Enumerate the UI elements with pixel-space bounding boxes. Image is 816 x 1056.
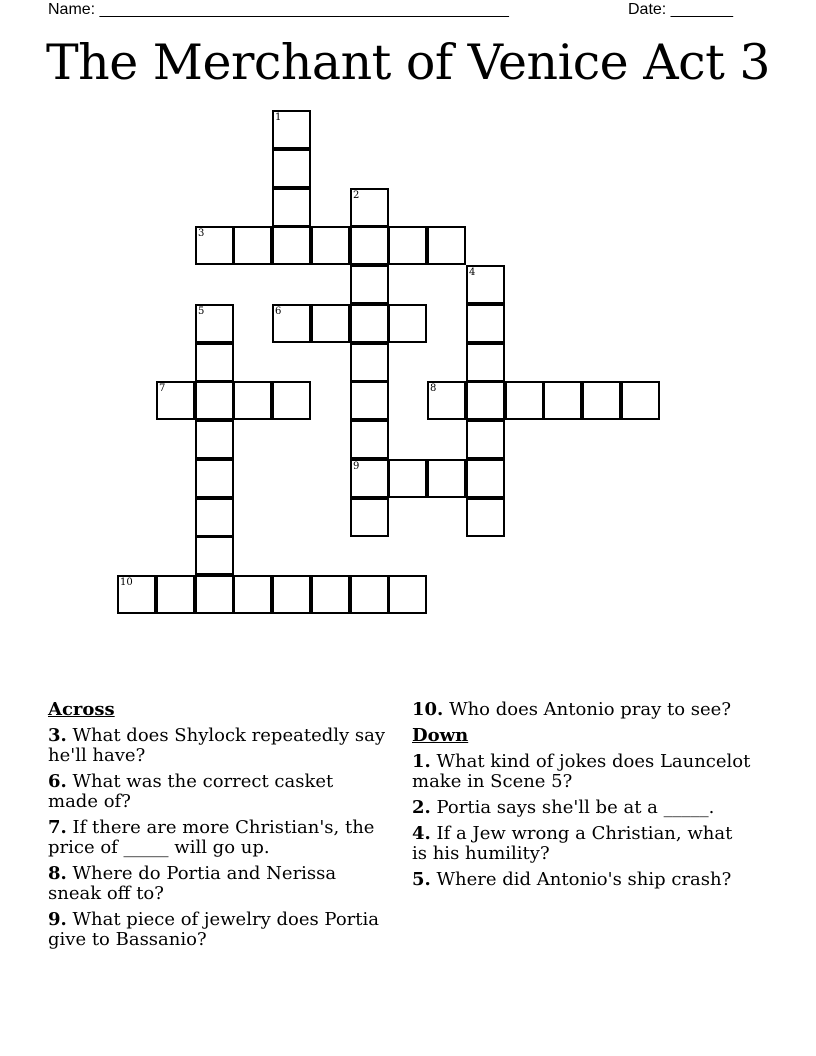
crossword-cell[interactable] <box>195 536 234 575</box>
crossword-cell[interactable] <box>195 459 234 498</box>
cell-number: 10 <box>120 577 133 588</box>
crossword-cell[interactable] <box>466 265 505 304</box>
cell-number: 5 <box>198 306 205 317</box>
crossword-cell[interactable] <box>311 304 350 343</box>
crossword-cell[interactable] <box>350 343 389 382</box>
clue-number: 2. <box>412 797 431 818</box>
cell-number: 8 <box>430 383 437 394</box>
clue-text: What was the correct casket made of? <box>48 771 334 812</box>
crossword-cell[interactable] <box>350 226 389 265</box>
crossword-cell[interactable] <box>272 110 311 149</box>
clue-down-4 <box>412 824 752 864</box>
clue-number: 1. <box>412 751 431 772</box>
crossword-cell[interactable] <box>505 381 544 420</box>
clue-across-7 <box>48 818 388 858</box>
clue-text: If a Jew wrong a Christian, what is his humility? <box>412 823 733 864</box>
cell-number: 9 <box>353 461 360 472</box>
clue-down-2 <box>412 798 752 818</box>
clue-text: Where did Antonio's ship crash? <box>436 869 732 890</box>
down-heading: Down <box>412 725 469 746</box>
crossword-cell[interactable] <box>195 498 234 537</box>
crossword-cell[interactable] <box>311 226 350 265</box>
crossword-cell[interactable] <box>272 304 311 343</box>
crossword-cell[interactable] <box>350 188 389 227</box>
crossword-cell[interactable] <box>466 498 505 537</box>
clue-text: Who does Antonio pray to see? <box>449 699 731 720</box>
cell-number: 7 <box>159 383 166 394</box>
crossword-cell[interactable] <box>466 343 505 382</box>
crossword-cell[interactable] <box>272 575 311 614</box>
crossword-cell[interactable] <box>388 304 427 343</box>
cell-number: 3 <box>198 228 205 239</box>
cell-number: 2 <box>353 190 360 201</box>
name-field-label[interactable]: Name: ______________________________________________ <box>48 1 509 18</box>
crossword-cell[interactable] <box>350 265 389 304</box>
cell-number: 6 <box>275 306 282 317</box>
crossword-cell[interactable] <box>388 226 427 265</box>
crossword-cell[interactable] <box>272 381 311 420</box>
crossword-cell[interactable] <box>427 459 466 498</box>
crossword-cell[interactable] <box>233 226 272 265</box>
clue-text: What piece of jewelry does Portia give to Bassanio? <box>48 909 379 950</box>
date-field-label[interactable]: Date: _______ <box>628 1 733 18</box>
cell-number: 4 <box>469 267 476 278</box>
crossword-cell[interactable] <box>195 420 234 459</box>
crossword-cell[interactable] <box>195 304 234 343</box>
clue-number: 7. <box>48 817 67 838</box>
crossword-cell[interactable] <box>466 420 505 459</box>
crossword-cell[interactable] <box>117 575 156 614</box>
crossword-cell[interactable] <box>195 343 234 382</box>
crossword-cell[interactable] <box>350 381 389 420</box>
crossword-cell[interactable] <box>427 381 466 420</box>
clue-text: Portia says she'll be at a _____. <box>436 797 715 818</box>
crossword-cell[interactable] <box>195 381 234 420</box>
crossword-cell[interactable] <box>272 226 311 265</box>
clue-text: Where do Portia and Nerissa sneak off to? <box>48 863 337 904</box>
crossword-cell[interactable] <box>388 575 427 614</box>
clue-across-6 <box>48 772 388 812</box>
page-title: The Merchant of Venice Act 3 <box>45 34 771 91</box>
crossword-cell[interactable] <box>466 381 505 420</box>
clue-across-9 <box>48 910 388 950</box>
crossword-cell[interactable] <box>621 381 660 420</box>
clue-across-8 <box>48 864 388 904</box>
across-heading: Across <box>48 699 115 720</box>
crossword-cell[interactable] <box>156 575 195 614</box>
crossword-cell[interactable] <box>350 304 389 343</box>
crossword-cell[interactable] <box>233 575 272 614</box>
clue-across-3 <box>48 726 388 766</box>
clue-across-10 <box>412 700 752 720</box>
crossword-cell[interactable] <box>195 226 234 265</box>
crossword-cell[interactable] <box>272 188 311 227</box>
clue-number: 5. <box>412 869 431 890</box>
crossword-cell[interactable] <box>350 420 389 459</box>
crossword-cell[interactable] <box>582 381 621 420</box>
crossword-cell[interactable] <box>350 498 389 537</box>
clue-text: If there are more Christian's, the price of _____ will go up. <box>48 817 375 858</box>
clues-column-right <box>412 700 752 896</box>
crossword-cell[interactable] <box>272 149 311 188</box>
crossword-cell[interactable] <box>195 575 234 614</box>
crossword-cell[interactable] <box>466 459 505 498</box>
crossword-cell[interactable] <box>466 304 505 343</box>
clue-text: What kind of jokes does Launcelot make in Scene 5? <box>412 751 751 792</box>
clue-down-1 <box>412 752 752 792</box>
crossword-cell[interactable] <box>350 575 389 614</box>
crossword-cell[interactable] <box>388 459 427 498</box>
crossword-cell[interactable] <box>543 381 582 420</box>
clues-column-left <box>48 700 388 956</box>
clue-number: 8. <box>48 863 67 884</box>
crossword-cell[interactable] <box>156 381 195 420</box>
clue-number: 3. <box>48 725 67 746</box>
crossword-cell[interactable] <box>427 226 466 265</box>
clue-text: What does Shylock repeatedly say he'll have? <box>48 725 386 766</box>
clue-number: 10. <box>412 699 444 720</box>
clue-number: 4. <box>412 823 431 844</box>
clue-down-5 <box>412 870 752 890</box>
crossword-cell[interactable] <box>350 459 389 498</box>
clue-number: 9. <box>48 909 67 930</box>
cell-number: 1 <box>275 112 282 123</box>
clue-number: 6. <box>48 771 67 792</box>
crossword-cell[interactable] <box>233 381 272 420</box>
crossword-cell[interactable] <box>311 575 350 614</box>
